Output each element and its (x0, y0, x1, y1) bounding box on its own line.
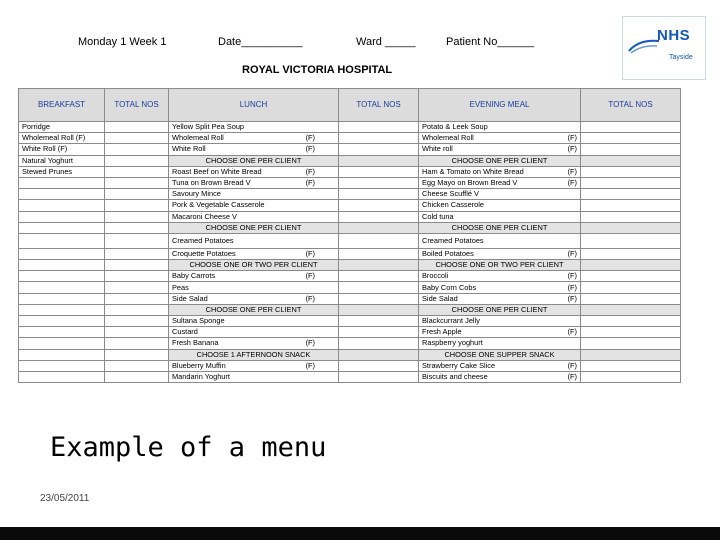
breakfast-cell: White Roll (F) (19, 144, 105, 155)
total-cell (339, 211, 419, 222)
evening-cell (419, 282, 581, 293)
breakfast-cell: Stewed Prunes (19, 166, 105, 177)
lunch-cell (169, 133, 339, 144)
breakfast-cell (19, 271, 105, 282)
total-cell (105, 189, 169, 200)
table-row (19, 211, 681, 222)
evening-cell (419, 222, 581, 233)
total-cell (339, 360, 419, 371)
total-cell (581, 248, 681, 259)
freezer-mark: (F) (305, 144, 315, 154)
breakfast-cell (19, 260, 105, 271)
evening-item: Broccoli (422, 271, 449, 281)
breakfast-cell (19, 293, 105, 304)
lunch-item: Macaroni Cheese V (172, 211, 237, 221)
total-cell (581, 371, 681, 382)
evening-item: Egg Mayo on Brown Bread V (422, 178, 518, 188)
evening-item: Chicken Casserole (422, 200, 485, 210)
evening-item: Baby Corn Cobs (422, 282, 477, 292)
freezer-mark: (F) (305, 338, 315, 348)
date-field: Date__________ (218, 36, 303, 48)
lunch-cell (169, 122, 339, 133)
total-cell (581, 233, 681, 248)
total-cell (105, 260, 169, 271)
evening-item: Strawberry Cake Slice (422, 360, 496, 370)
evening-item: Wholemeal Roll (422, 133, 474, 143)
total-cell (581, 189, 681, 200)
total-cell (339, 122, 419, 133)
hospital-title: ROYAL VICTORIA HOSPITAL (242, 64, 393, 76)
total-cell (339, 200, 419, 211)
evening-item: Blackcurrant Jelly (422, 316, 480, 326)
total-cell (105, 327, 169, 338)
breakfast-cell (19, 349, 105, 360)
freezer-mark: (F) (305, 178, 315, 188)
lunch-cell (169, 293, 339, 304)
evening-item: CHOOSE ONE SUPPER SNACK (444, 349, 555, 359)
lunch-cell (169, 211, 339, 222)
evening-item: Biscuits and cheese (422, 372, 488, 382)
freezer-mark: (F) (567, 360, 577, 370)
total-cell (105, 349, 169, 360)
evening-cell (419, 211, 581, 222)
lunch-cell (169, 189, 339, 200)
freezer-mark: (F) (567, 271, 577, 281)
lunch-item: Savoury Mince (172, 189, 221, 199)
lunch-cell (169, 271, 339, 282)
lunch-cell (169, 371, 339, 382)
evening-item: CHOOSE ONE PER CLIENT (451, 155, 548, 165)
col-total-3: TOTAL NOS (581, 89, 681, 122)
total-cell (339, 144, 419, 155)
evening-cell (419, 122, 581, 133)
evening-cell (419, 144, 581, 155)
evening-cell (419, 200, 581, 211)
freezer-mark: (F) (567, 293, 577, 303)
lunch-item: Blueberry Muffin (172, 360, 226, 370)
total-cell (581, 144, 681, 155)
freezer-mark: (F) (567, 133, 577, 143)
lunch-item: Sultana Sponge (172, 316, 225, 326)
evening-item: Cold tuna (422, 211, 454, 221)
col-breakfast: BREAKFAST (19, 89, 105, 122)
lunch-item: Roast Beef on White Bread (172, 166, 262, 176)
total-cell (581, 211, 681, 222)
total-cell (339, 222, 419, 233)
header-row (19, 89, 681, 122)
table-row (19, 200, 681, 211)
total-cell (339, 155, 419, 166)
lunch-item: Creamed Potatoes (172, 235, 234, 245)
table-row (19, 233, 681, 248)
total-cell (105, 222, 169, 233)
total-cell (105, 371, 169, 382)
total-cell (105, 293, 169, 304)
lunch-cell (169, 177, 339, 188)
total-cell (339, 233, 419, 248)
evening-cell (419, 233, 581, 248)
total-cell (339, 338, 419, 349)
lunch-cell (169, 155, 339, 166)
lunch-cell (169, 248, 339, 259)
total-cell (581, 327, 681, 338)
ward-field: Ward _____ (356, 36, 416, 48)
total-cell (581, 360, 681, 371)
total-cell (105, 177, 169, 188)
lunch-item: Peas (172, 282, 189, 292)
lunch-cell (169, 338, 339, 349)
evening-item: White roll (422, 144, 453, 154)
patient-field: Patient No______ (446, 36, 535, 48)
total-cell (339, 166, 419, 177)
freezer-mark: (F) (305, 248, 315, 258)
total-cell (339, 371, 419, 382)
total-cell (105, 360, 169, 371)
total-cell (105, 133, 169, 144)
evening-cell (419, 271, 581, 282)
total-cell (339, 248, 419, 259)
freezer-mark: (F) (305, 360, 315, 370)
total-cell (581, 349, 681, 360)
total-cell (105, 282, 169, 293)
total-cell (105, 166, 169, 177)
table-row (19, 122, 681, 133)
day-label: Monday 1 Week 1 (78, 36, 167, 48)
evening-item: CHOOSE ONE PER CLIENT (451, 222, 548, 232)
total-cell (105, 271, 169, 282)
evening-cell (419, 166, 581, 177)
lunch-cell (169, 222, 339, 233)
lunch-item: Mandarin Yoghurt (172, 372, 230, 382)
total-cell (581, 316, 681, 327)
evening-cell (419, 293, 581, 304)
nhs-logo (622, 16, 706, 80)
table-row (19, 304, 681, 315)
total-cell (581, 282, 681, 293)
table-row (19, 371, 681, 382)
total-cell (339, 327, 419, 338)
lunch-item: CHOOSE ONE PER CLIENT (205, 304, 302, 314)
breakfast-cell: Wholemeal Roll (F) (19, 133, 105, 144)
col-total-2: TOTAL NOS (339, 89, 419, 122)
table-row (19, 155, 681, 166)
lunch-item: Pork & Vegetable Casserole (172, 200, 265, 210)
lunch-item: Croquette Potatoes (172, 248, 236, 258)
evening-cell (419, 371, 581, 382)
logo-region: Tayside (669, 54, 693, 61)
lunch-cell (169, 349, 339, 360)
lunch-item: Custard (172, 327, 198, 337)
table-row (19, 282, 681, 293)
lunch-item: Tuna on Brown Bread V (172, 178, 251, 188)
breakfast-cell (19, 338, 105, 349)
total-cell (339, 177, 419, 188)
caption: Example of a menu (50, 432, 327, 463)
evening-item: Boiled Potatoes (422, 248, 474, 258)
evening-cell (419, 155, 581, 166)
table-row (19, 166, 681, 177)
evening-cell (419, 177, 581, 188)
swoosh-icon (627, 37, 661, 55)
breakfast-cell: Porridge (19, 122, 105, 133)
total-cell (105, 304, 169, 315)
evening-cell (419, 349, 581, 360)
total-cell (581, 304, 681, 315)
total-cell (339, 316, 419, 327)
total-cell (105, 144, 169, 155)
breakfast-cell (19, 304, 105, 315)
total-cell (105, 233, 169, 248)
breakfast-cell (19, 222, 105, 233)
lunch-cell (169, 200, 339, 211)
freezer-mark: (F) (305, 166, 315, 176)
table-row (19, 349, 681, 360)
evening-cell (419, 327, 581, 338)
lunch-item: CHOOSE ONE PER CLIENT (205, 155, 302, 165)
evening-cell (419, 189, 581, 200)
lunch-cell (169, 282, 339, 293)
lunch-item: Yellow Split Pea Soup (172, 122, 245, 132)
lunch-cell (169, 166, 339, 177)
total-cell (339, 271, 419, 282)
evening-item: Potato & Leek Soup (422, 122, 488, 132)
lunch-item: Baby Carrots (172, 271, 216, 281)
breakfast-cell: Natural Yoghurt (19, 155, 105, 166)
table-row (19, 189, 681, 200)
breakfast-cell (19, 211, 105, 222)
evening-item: Creamed Potatoes (422, 235, 484, 245)
total-cell (339, 260, 419, 271)
table-row (19, 338, 681, 349)
freezer-mark: (F) (567, 248, 577, 258)
total-cell (581, 200, 681, 211)
total-cell (581, 177, 681, 188)
evening-cell (419, 316, 581, 327)
table-row (19, 248, 681, 259)
breakfast-cell (19, 233, 105, 248)
freezer-mark: (F) (567, 178, 577, 188)
freezer-mark: (F) (567, 166, 577, 176)
table-row (19, 144, 681, 155)
total-cell (105, 316, 169, 327)
lunch-item: CHOOSE 1 AFTERNOON SNACK (196, 349, 311, 359)
breakfast-cell (19, 248, 105, 259)
lunch-cell (169, 316, 339, 327)
total-cell (339, 349, 419, 360)
col-evening: EVENING MEAL (419, 89, 581, 122)
lunch-cell (169, 360, 339, 371)
evening-cell (419, 248, 581, 259)
evening-cell (419, 260, 581, 271)
lunch-item: CHOOSE ONE OR TWO PER CLIENT (189, 260, 318, 270)
table-row (19, 177, 681, 188)
evening-cell (419, 304, 581, 315)
lunch-cell (169, 233, 339, 248)
menu-table (18, 88, 681, 383)
total-cell (339, 293, 419, 304)
table-row (19, 327, 681, 338)
evening-item: Cheese Scufflé V (422, 189, 479, 199)
freezer-mark: (F) (305, 293, 315, 303)
total-cell (581, 222, 681, 233)
breakfast-cell (19, 189, 105, 200)
col-lunch: LUNCH (169, 89, 339, 122)
bottom-bar (0, 527, 720, 540)
total-cell (105, 211, 169, 222)
lunch-cell (169, 304, 339, 315)
total-cell (105, 200, 169, 211)
evening-item: Fresh Apple (422, 327, 462, 337)
total-cell (581, 338, 681, 349)
total-cell (581, 133, 681, 144)
table-row (19, 133, 681, 144)
total-cell (105, 248, 169, 259)
total-cell (581, 122, 681, 133)
freezer-mark: (F) (567, 282, 577, 292)
lunch-cell (169, 144, 339, 155)
lunch-cell (169, 260, 339, 271)
total-cell (105, 338, 169, 349)
total-cell (581, 260, 681, 271)
evening-item: Ham & Tomato on White Bread (422, 166, 524, 176)
lunch-item: White Roll (172, 144, 206, 154)
breakfast-cell (19, 282, 105, 293)
total-cell (339, 282, 419, 293)
breakfast-cell (19, 360, 105, 371)
evening-item: Raspberry yoghurt (422, 338, 483, 348)
table-row (19, 271, 681, 282)
total-cell (339, 133, 419, 144)
freezer-mark: (F) (567, 327, 577, 337)
total-cell (105, 122, 169, 133)
freezer-mark: (F) (305, 271, 315, 281)
col-total-1: TOTAL NOS (105, 89, 169, 122)
table-row (19, 316, 681, 327)
evening-cell (419, 360, 581, 371)
breakfast-cell (19, 316, 105, 327)
total-cell (339, 189, 419, 200)
freezer-mark: (F) (567, 372, 577, 382)
lunch-cell (169, 327, 339, 338)
breakfast-cell (19, 177, 105, 188)
slide-date: 23/05/2011 (40, 493, 90, 504)
evening-cell (419, 338, 581, 349)
lunch-item: Wholemeal Roll (172, 133, 224, 143)
logo-text: NHS (657, 27, 691, 44)
breakfast-cell (19, 200, 105, 211)
lunch-item: Side Salad (172, 293, 208, 303)
evening-item: CHOOSE ONE PER CLIENT (451, 304, 548, 314)
breakfast-cell (19, 327, 105, 338)
total-cell (581, 155, 681, 166)
table-row (19, 360, 681, 371)
evening-item: CHOOSE ONE OR TWO PER CLIENT (435, 260, 564, 270)
total-cell (581, 271, 681, 282)
lunch-item: Fresh Banana (172, 338, 219, 348)
table-row (19, 222, 681, 233)
breakfast-cell (19, 371, 105, 382)
table-row (19, 293, 681, 304)
evening-item: Side Salad (422, 293, 458, 303)
table-row (19, 260, 681, 271)
total-cell (581, 293, 681, 304)
total-cell (581, 166, 681, 177)
total-cell (105, 155, 169, 166)
total-cell (339, 304, 419, 315)
evening-cell (419, 133, 581, 144)
lunch-item: CHOOSE ONE PER CLIENT (205, 222, 302, 232)
freezer-mark: (F) (567, 144, 577, 154)
freezer-mark: (F) (305, 133, 315, 143)
